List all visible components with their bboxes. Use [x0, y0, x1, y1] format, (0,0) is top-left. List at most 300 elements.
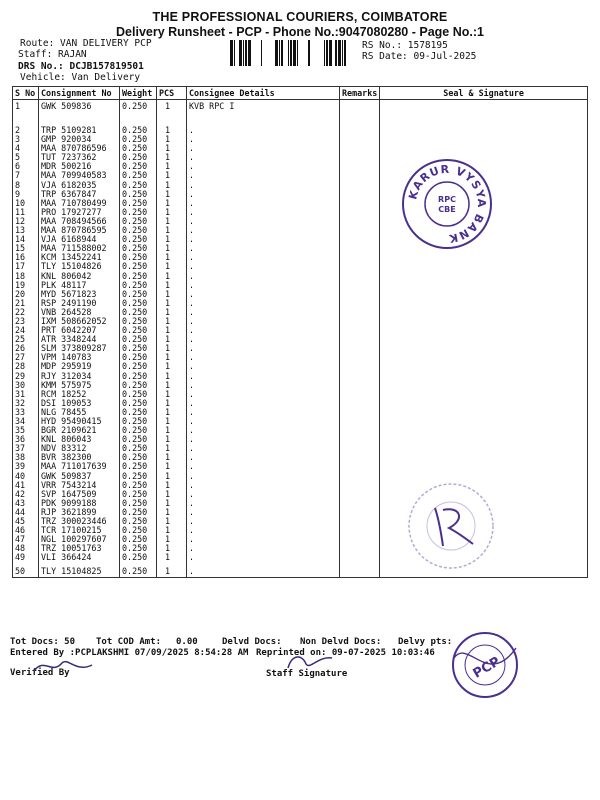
- cell-weight: 0.250: [120, 544, 157, 553]
- cell-sno: 8: [13, 181, 39, 190]
- table-row: [13, 563, 588, 578]
- cell-consignment: PDK 9099188: [39, 499, 120, 508]
- cell-sno: 20: [13, 290, 39, 299]
- cell-consignment: KCM 13452241: [39, 253, 120, 262]
- cell-seal: [380, 299, 588, 308]
- cell-remarks: [340, 144, 380, 153]
- cell-pcs: 1: [157, 362, 187, 371]
- cell-consignment: MAA 711017639: [39, 462, 120, 471]
- cell-sno: 17: [13, 262, 39, 271]
- cell-remarks: [340, 381, 380, 390]
- cell-sno: 33: [13, 408, 39, 417]
- cell-sno: 45: [13, 517, 39, 526]
- cell-pcs: 1: [157, 353, 187, 362]
- cell-consignment: HYD 95490415: [39, 417, 120, 426]
- verified-by: Verified By: [10, 668, 70, 678]
- cell-remarks: [340, 563, 380, 578]
- barcode-bar: [281, 40, 283, 66]
- cell-seal: [380, 453, 588, 462]
- cell-weight: 0.250: [120, 553, 157, 562]
- cell-pcs: 1: [157, 344, 187, 353]
- spacer-cell: [120, 112, 157, 126]
- cell-remarks: [340, 272, 380, 281]
- cell-sno: 44: [13, 508, 39, 517]
- cell-remarks: [340, 517, 380, 526]
- table-row: [13, 462, 588, 471]
- company-title: THE PROFESSIONAL COURIERS, COIMBATORE: [152, 10, 448, 24]
- cell-consignee: .: [187, 435, 340, 444]
- cell-consignment: GWK 509836: [39, 100, 120, 113]
- cell-remarks: [340, 100, 380, 113]
- cell-sno: 25: [13, 335, 39, 344]
- cell-seal: [380, 281, 588, 290]
- cell-consignee: .: [187, 353, 340, 362]
- cell-consignment: MAA 710780499: [39, 199, 120, 208]
- cell-consignee: .: [187, 490, 340, 499]
- cell-consignee: .: [187, 171, 340, 180]
- cell-seal: [380, 262, 588, 271]
- table-row: [13, 290, 588, 299]
- cell-consignment: RSP 2491190: [39, 299, 120, 308]
- cell-consignment: VLI 366424: [39, 553, 120, 562]
- table-row: [13, 344, 588, 353]
- cell-sno: 40: [13, 472, 39, 481]
- cell-remarks: [340, 235, 380, 244]
- runsheet-title: Delivery Runsheet - PCP - Phone No.:9047080280 - Page No.:1: [116, 25, 484, 39]
- cell-consignment: TRP 5109281: [39, 126, 120, 135]
- cell-remarks: [340, 290, 380, 299]
- cell-consignment: MAA 711588002: [39, 244, 120, 253]
- cell-weight: 0.250: [120, 408, 157, 417]
- barcode-bar: [288, 40, 289, 66]
- cell-sno: 35: [13, 426, 39, 435]
- barcode-bar: [293, 40, 296, 66]
- cell-consignment: PRT 6042207: [39, 326, 120, 335]
- cell-sno: 13: [13, 226, 39, 235]
- barcode-bar: [275, 40, 278, 66]
- cell-sno: 14: [13, 235, 39, 244]
- table-row: [13, 326, 588, 335]
- spacer-cell: [157, 112, 187, 126]
- cell-remarks: [340, 481, 380, 490]
- cell-consignee: .: [187, 208, 340, 217]
- cell-remarks: [340, 181, 380, 190]
- cell-consignment: GWK 509837: [39, 472, 120, 481]
- reprinted-on: Reprinted on: 09-07-2025 10:03:46: [256, 648, 435, 658]
- cell-sno: 28: [13, 362, 39, 371]
- cell-sno: 7: [13, 171, 39, 180]
- cell-pcs: 1: [157, 100, 187, 113]
- cell-pcs: 1: [157, 326, 187, 335]
- table-row: [13, 126, 588, 135]
- cell-consignment: TUT 7237362: [39, 153, 120, 162]
- drs-label: DRS No.:: [18, 61, 64, 72]
- cell-consignee: .: [187, 244, 340, 253]
- table-row: [13, 553, 588, 562]
- non-delvd-docs: Non Delvd Docs:: [300, 637, 382, 647]
- cell-weight: 0.250: [120, 390, 157, 399]
- staff-signature-label: Staff Signature: [266, 669, 348, 679]
- cell-remarks: [340, 253, 380, 262]
- cell-weight: 0.250: [120, 272, 157, 281]
- cell-pcs: 1: [157, 208, 187, 217]
- cell-consignee: .: [187, 390, 340, 399]
- cell-consignee: .: [187, 362, 340, 371]
- cell-consignee: .: [187, 190, 340, 199]
- cell-seal: [380, 335, 588, 344]
- cell-pcs: 1: [157, 308, 187, 317]
- cell-remarks: [340, 153, 380, 162]
- cell-remarks: [340, 453, 380, 462]
- cell-consignee: .: [187, 217, 340, 226]
- cell-sno: 10: [13, 199, 39, 208]
- cell-remarks: [340, 544, 380, 553]
- cell-sno: 39: [13, 462, 39, 471]
- col-consignee: Consignee Details: [187, 87, 340, 100]
- cell-consignment: VRR 7543214: [39, 481, 120, 490]
- cell-consignment: MDP 295919: [39, 362, 120, 371]
- barcode-bar: [248, 40, 251, 66]
- cell-seal: [380, 344, 588, 353]
- cell-consignee: .: [187, 126, 340, 135]
- cell-consignment: PRO 17927277: [39, 208, 120, 217]
- cell-weight: 0.250: [120, 244, 157, 253]
- cell-weight: 0.250: [120, 372, 157, 381]
- cell-weight: 0.250: [120, 535, 157, 544]
- cell-pcs: 1: [157, 253, 187, 262]
- cell-pcs: 1: [157, 126, 187, 135]
- cell-consignee: .: [187, 262, 340, 271]
- cell-sno: 43: [13, 499, 39, 508]
- cell-remarks: [340, 317, 380, 326]
- table-row: [13, 181, 588, 190]
- cell-weight: 0.250: [120, 135, 157, 144]
- cell-weight: 0.250: [120, 290, 157, 299]
- cell-consignment: MDR 500216: [39, 162, 120, 171]
- cell-remarks: [340, 526, 380, 535]
- cell-weight: 0.250: [120, 317, 157, 326]
- cell-pcs: 1: [157, 517, 187, 526]
- cell-pcs: 1: [157, 462, 187, 471]
- cell-pcs: 1: [157, 153, 187, 162]
- cell-pcs: 1: [157, 526, 187, 535]
- cell-sno: 9: [13, 190, 39, 199]
- cell-remarks: [340, 199, 380, 208]
- tot-cod-value: 0.00: [176, 637, 198, 647]
- cell-remarks: [340, 472, 380, 481]
- cell-weight: 0.250: [120, 326, 157, 335]
- col-remarks: Remarks: [340, 87, 380, 100]
- cell-sno: 12: [13, 217, 39, 226]
- barcode-bar: [342, 40, 343, 66]
- cell-pcs: 1: [157, 144, 187, 153]
- cell-weight: 0.250: [120, 100, 157, 113]
- table-row: [13, 499, 588, 508]
- table-row: [13, 435, 588, 444]
- cell-sno: 42: [13, 490, 39, 499]
- cell-sno: 47: [13, 535, 39, 544]
- cell-remarks: [340, 126, 380, 135]
- drs-value: DCJB157819501: [69, 61, 144, 72]
- col-weight: Weight: [120, 87, 157, 100]
- route-label: Route: VAN DELIVERY PCP: [20, 38, 152, 49]
- cell-seal: [380, 435, 588, 444]
- cell-pcs: 1: [157, 535, 187, 544]
- cell-consignment: PLK 48117: [39, 281, 120, 290]
- cell-consignee: .: [187, 544, 340, 553]
- table-row: [13, 490, 588, 499]
- cell-consignee: .: [187, 553, 340, 562]
- cell-pcs: 1: [157, 381, 187, 390]
- cell-remarks: [340, 262, 380, 271]
- cell-sno: 49: [13, 553, 39, 562]
- cell-consignee: .: [187, 299, 340, 308]
- cell-pcs: 1: [157, 490, 187, 499]
- cell-consignment: NLG 78455: [39, 408, 120, 417]
- cell-sno: 36: [13, 435, 39, 444]
- cell-remarks: [340, 508, 380, 517]
- cell-weight: 0.250: [120, 199, 157, 208]
- cell-consignee: .: [187, 162, 340, 171]
- cell-remarks: [340, 344, 380, 353]
- cell-remarks: [340, 426, 380, 435]
- cell-remarks: [340, 490, 380, 499]
- cell-sno: 19: [13, 281, 39, 290]
- col-seal: Seal & Signature: [380, 87, 588, 100]
- barcode-bar: [344, 40, 346, 66]
- table-row: [13, 472, 588, 481]
- cell-consignment: MAA 709940583: [39, 171, 120, 180]
- table-row: [13, 444, 588, 453]
- cell-remarks: [340, 535, 380, 544]
- col-sno: S No: [13, 87, 39, 100]
- cell-remarks: [340, 308, 380, 317]
- table-spacer-row: [13, 112, 588, 126]
- cell-consignee: .: [187, 508, 340, 517]
- cell-sno: 3: [13, 135, 39, 144]
- cell-seal: [380, 253, 588, 262]
- cell-remarks: [340, 390, 380, 399]
- drs-number: [18, 61, 144, 72]
- cell-pcs: 1: [157, 335, 187, 344]
- barcode-bar: [297, 40, 298, 66]
- cell-pcs: 1: [157, 472, 187, 481]
- cell-consignee: .: [187, 408, 340, 417]
- cell-consignment: TCR 17100215: [39, 526, 120, 535]
- cell-pcs: 1: [157, 190, 187, 199]
- svg-text:KARUR VYSYA BANK: [406, 163, 488, 245]
- cell-consignee: .: [187, 226, 340, 235]
- cell-sno: 38: [13, 453, 39, 462]
- cell-pcs: 1: [157, 235, 187, 244]
- cell-seal: [380, 272, 588, 281]
- cell-weight: 0.250: [120, 171, 157, 180]
- cell-seal: [380, 381, 588, 390]
- cell-weight: 0.250: [120, 262, 157, 271]
- cell-remarks: [340, 208, 380, 217]
- cell-consignee: .: [187, 381, 340, 390]
- cell-sno: 1: [13, 100, 39, 113]
- barcode-bar: [261, 40, 262, 66]
- cell-pcs: 1: [157, 317, 187, 326]
- cell-seal: [380, 417, 588, 426]
- cell-consignment: NGL 100297607: [39, 535, 120, 544]
- cell-consignee: .: [187, 308, 340, 317]
- table-header-row: [13, 87, 588, 100]
- cell-consignee: KVB RPC I: [187, 100, 340, 113]
- cell-consignee: .: [187, 481, 340, 490]
- bank-stamp-inner-1: RPC: [438, 195, 456, 204]
- cell-pcs: 1: [157, 508, 187, 517]
- cell-sno: 32: [13, 399, 39, 408]
- cell-pcs: 1: [157, 290, 187, 299]
- cell-sno: 31: [13, 390, 39, 399]
- delvy-pts: Delvy pts:: [398, 637, 453, 647]
- cell-seal: [380, 308, 588, 317]
- cell-remarks: [340, 190, 380, 199]
- cell-consignment: KMM 575975: [39, 381, 120, 390]
- cell-sno: 11: [13, 208, 39, 217]
- cell-weight: 0.250: [120, 417, 157, 426]
- cell-remarks: [340, 335, 380, 344]
- barcode-bar: [230, 40, 233, 66]
- cell-consignment: TRP 6367847: [39, 190, 120, 199]
- cell-seal: [380, 135, 588, 144]
- cell-sno: 37: [13, 444, 39, 453]
- cell-sno: 22: [13, 308, 39, 317]
- cell-consignee: .: [187, 472, 340, 481]
- table-row: [13, 544, 588, 553]
- bank-stamp-icon: [398, 155, 496, 253]
- spacer-cell: [380, 112, 588, 126]
- cell-seal: [380, 100, 588, 113]
- cell-consignee: .: [187, 290, 340, 299]
- cell-remarks: [340, 226, 380, 235]
- cell-sno: 41: [13, 481, 39, 490]
- cell-weight: 0.250: [120, 362, 157, 371]
- cell-seal: [380, 399, 588, 408]
- cell-sno: 46: [13, 526, 39, 535]
- cell-consignee: .: [187, 372, 340, 381]
- rs-number: RS No.: 1578195: [362, 40, 448, 51]
- cell-weight: 0.250: [120, 517, 157, 526]
- barcode-bar: [324, 40, 325, 66]
- cell-remarks: [340, 462, 380, 471]
- tot-docs: Tot Docs: 50: [10, 637, 76, 647]
- cell-remarks: [340, 408, 380, 417]
- cell-pcs: 1: [157, 281, 187, 290]
- cell-seal: [380, 126, 588, 135]
- cell-consignee: .: [187, 462, 340, 471]
- cell-sno: 21: [13, 299, 39, 308]
- cell-pcs: 1: [157, 481, 187, 490]
- cell-pcs: 1: [157, 553, 187, 562]
- cell-consignee: .: [187, 426, 340, 435]
- cell-consignee: .: [187, 453, 340, 462]
- entered-by: Entered By :PCPLAKSHMI 07/09/2025 8:54:28 AM: [10, 648, 249, 658]
- cell-weight: 0.250: [120, 217, 157, 226]
- cell-weight: 0.250: [120, 426, 157, 435]
- barcode-bar: [243, 40, 244, 66]
- cell-seal: [380, 317, 588, 326]
- cell-remarks: [340, 217, 380, 226]
- cell-weight: 0.250: [120, 344, 157, 353]
- pcp-stamp-text: PCP: [470, 654, 503, 682]
- cell-seal: [380, 390, 588, 399]
- barcode-bar: [279, 40, 280, 66]
- cell-consignment: BVR 382300: [39, 453, 120, 462]
- cell-consignment: SVP 1647509: [39, 490, 120, 499]
- table-row: [13, 144, 588, 153]
- cell-weight: 0.250: [120, 399, 157, 408]
- cell-consignee: .: [187, 253, 340, 262]
- cell-weight: 0.250: [120, 472, 157, 481]
- cell-weight: 0.250: [120, 181, 157, 190]
- cell-consignee: .: [187, 272, 340, 281]
- table-row: [13, 426, 588, 435]
- col-pcs: PCS: [157, 87, 187, 100]
- cell-sno: 26: [13, 344, 39, 353]
- cell-consignee: .: [187, 399, 340, 408]
- cell-consignment: TLY 15104825: [39, 563, 120, 578]
- staff-signature-icon: [282, 650, 342, 672]
- cell-consignment: TRZ 300023446: [39, 517, 120, 526]
- cell-weight: 0.250: [120, 526, 157, 535]
- cell-sno: 15: [13, 244, 39, 253]
- cell-remarks: [340, 444, 380, 453]
- cell-seal: [380, 444, 588, 453]
- verifier-signature-icon: [30, 655, 100, 677]
- table-row: [13, 299, 588, 308]
- cell-pcs: 1: [157, 226, 187, 235]
- spacer-cell: [13, 112, 39, 126]
- cell-remarks: [340, 399, 380, 408]
- cell-sno: 34: [13, 417, 39, 426]
- cell-pcs: 1: [157, 135, 187, 144]
- cell-consignment: VJA 6168944: [39, 235, 120, 244]
- cell-weight: 0.250: [120, 153, 157, 162]
- cell-consignee: .: [187, 535, 340, 544]
- cell-consignee: .: [187, 135, 340, 144]
- cell-pcs: 1: [157, 199, 187, 208]
- staff-label: Staff: RAJAN: [18, 49, 87, 60]
- table-row: [13, 417, 588, 426]
- pcp-stamp-icon: [448, 628, 522, 702]
- rs-date: RS Date: 09-Jul-2025: [362, 51, 477, 62]
- cell-weight: 0.250: [120, 508, 157, 517]
- cell-remarks: [340, 553, 380, 562]
- barcode-bar: [308, 40, 310, 66]
- cell-consignment: TRZ 10051763: [39, 544, 120, 553]
- bank-stamp-text: KARUR VYSYA BANK: [406, 162, 489, 246]
- cell-consignment: MAA 870786596: [39, 144, 120, 153]
- cell-weight: 0.250: [120, 144, 157, 153]
- cell-consignment: ATR 3348244: [39, 335, 120, 344]
- cell-sno: 30: [13, 381, 39, 390]
- cell-pcs: 1: [157, 244, 187, 253]
- cell-consignment: MAA 870786595: [39, 226, 120, 235]
- cell-sno: 24: [13, 326, 39, 335]
- cell-weight: 0.250: [120, 481, 157, 490]
- cell-sno: 48: [13, 544, 39, 553]
- cell-seal: [380, 462, 588, 471]
- cell-sno: 18: [13, 272, 39, 281]
- cell-pcs: 1: [157, 499, 187, 508]
- cell-weight: 0.250: [120, 190, 157, 199]
- cell-consignee: .: [187, 199, 340, 208]
- cell-weight: 0.250: [120, 499, 157, 508]
- cell-seal: [380, 290, 588, 299]
